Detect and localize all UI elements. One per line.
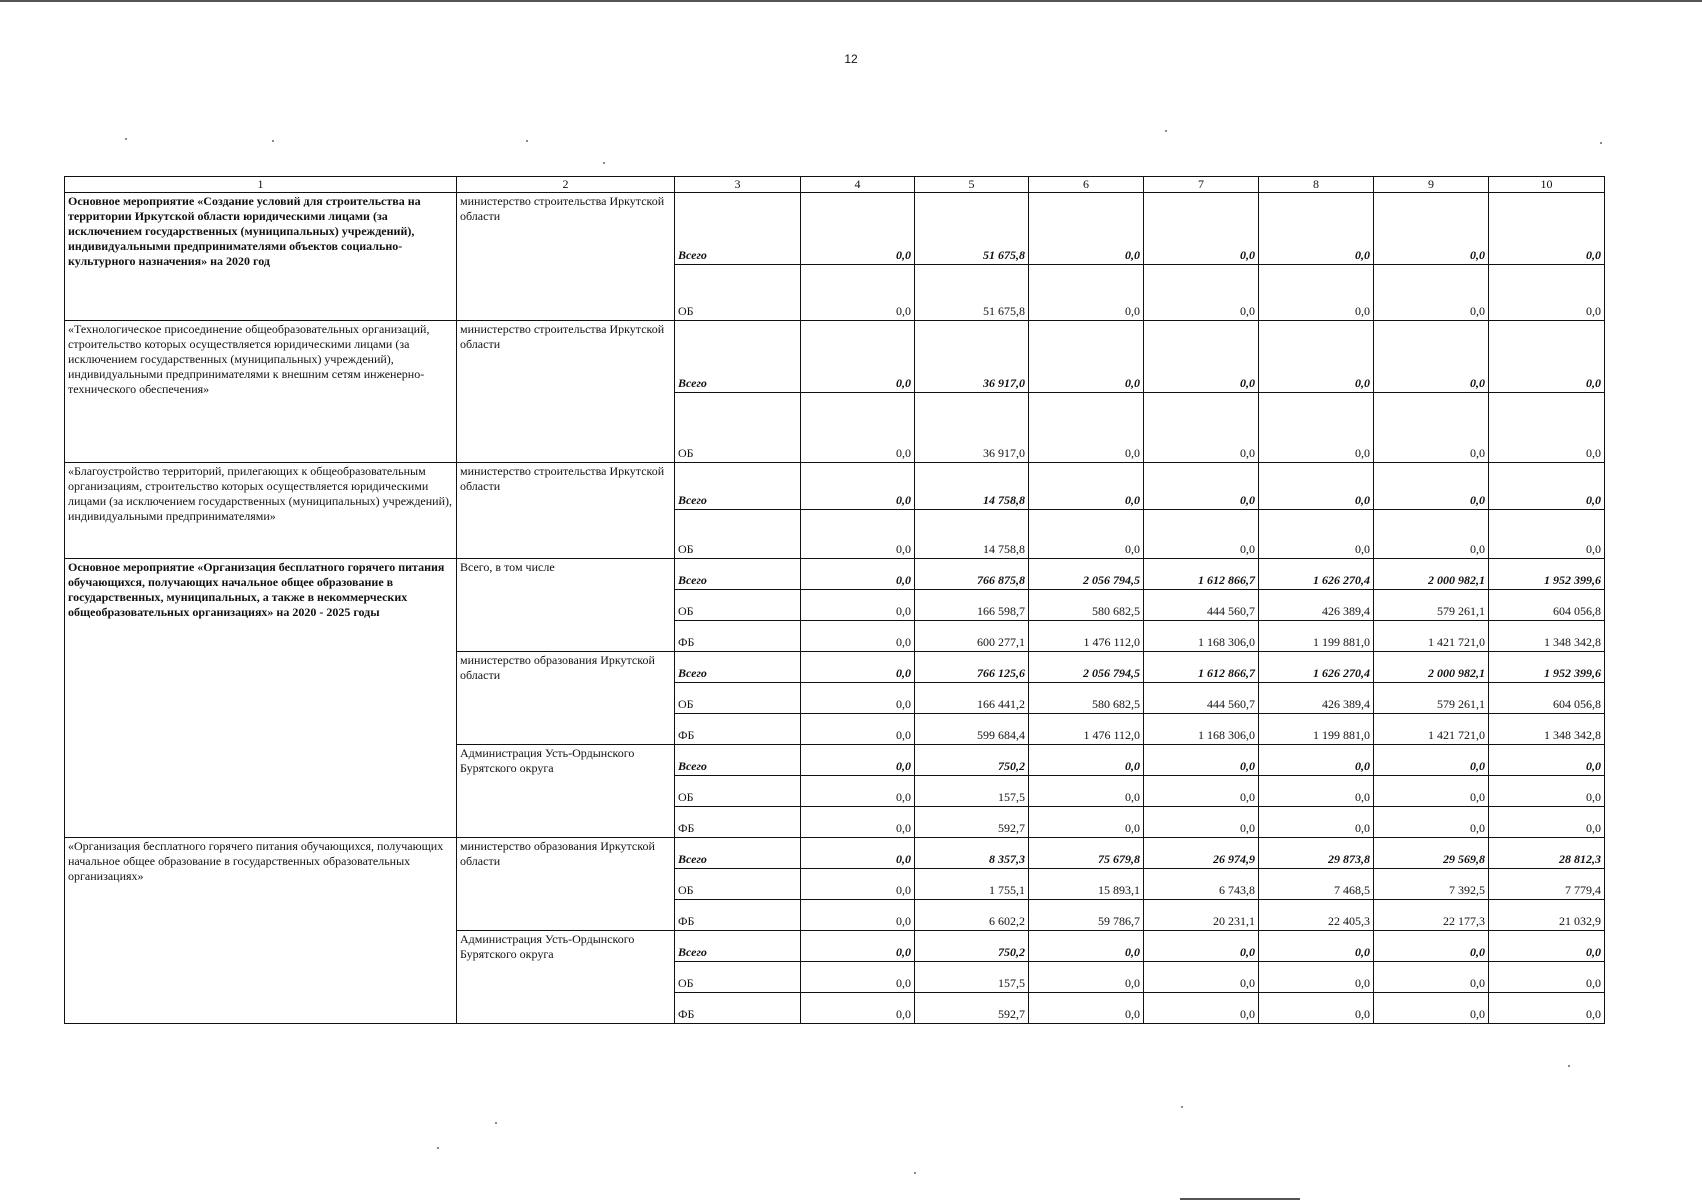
value-cell: 0,0 xyxy=(1374,193,1489,265)
value-cell: 600 277,1 xyxy=(915,621,1029,652)
value-cell: 1 348 342,8 xyxy=(1489,714,1605,745)
value-cell: 0,0 xyxy=(1029,393,1144,463)
value-cell: 0,0 xyxy=(1489,993,1605,1024)
value-cell: 0,0 xyxy=(1144,993,1259,1024)
value-cell: 166 441,2 xyxy=(915,683,1029,714)
value-cell: 1 348 342,8 xyxy=(1489,621,1605,652)
funding-source: ОБ xyxy=(675,393,801,463)
table-row xyxy=(65,193,1605,265)
value-cell: 2 056 794,5 xyxy=(1029,559,1144,590)
value-cell: 0,0 xyxy=(1029,807,1144,838)
scan-speck xyxy=(1600,142,1602,144)
value-cell: 0,0 xyxy=(801,900,915,931)
column-number: 8 xyxy=(1259,177,1374,193)
value-cell: 14 758,8 xyxy=(915,463,1029,510)
value-cell: 0,0 xyxy=(1144,807,1259,838)
value-cell: 766 875,8 xyxy=(915,559,1029,590)
value-cell: 1 421 721,0 xyxy=(1374,714,1489,745)
value-cell: 157,5 xyxy=(915,962,1029,993)
value-cell: 1 421 721,0 xyxy=(1374,621,1489,652)
value-cell: 1 168 306,0 xyxy=(1144,621,1259,652)
column-number-row xyxy=(65,177,1605,193)
value-cell: 2 000 982,1 xyxy=(1374,559,1489,590)
value-cell: 0,0 xyxy=(1029,321,1144,393)
value-cell: 0,0 xyxy=(1259,776,1374,807)
table-row xyxy=(65,838,1605,869)
value-cell: 0,0 xyxy=(1144,193,1259,265)
value-cell: 579 261,1 xyxy=(1374,590,1489,621)
value-cell: 580 682,5 xyxy=(1029,683,1144,714)
value-cell: 166 598,7 xyxy=(915,590,1029,621)
value-cell: 0,0 xyxy=(1259,463,1374,510)
scan-speck xyxy=(603,162,605,164)
column-number: 5 xyxy=(915,177,1029,193)
funding-source: ФБ xyxy=(675,621,801,652)
value-cell: 36 917,0 xyxy=(915,321,1029,393)
value-cell: 6 743,8 xyxy=(1144,869,1259,900)
value-cell: 0,0 xyxy=(1029,510,1144,559)
value-cell: 0,0 xyxy=(801,321,915,393)
value-cell: 0,0 xyxy=(1489,962,1605,993)
value-cell: 750,2 xyxy=(915,931,1029,962)
scan-speck xyxy=(272,140,274,142)
executor-name: министерство образования Иркутской области xyxy=(457,838,675,931)
column-number: 7 xyxy=(1144,177,1259,193)
value-cell: 0,0 xyxy=(1259,321,1374,393)
value-cell: 0,0 xyxy=(801,193,915,265)
scan-speck xyxy=(495,1122,497,1124)
column-number: 3 xyxy=(675,177,801,193)
value-cell: 0,0 xyxy=(1374,807,1489,838)
value-cell: 1 476 112,0 xyxy=(1029,714,1144,745)
value-cell: 0,0 xyxy=(801,714,915,745)
value-cell: 0,0 xyxy=(801,265,915,321)
column-number: 10 xyxy=(1489,177,1605,193)
value-cell: 36 917,0 xyxy=(915,393,1029,463)
value-cell: 0,0 xyxy=(1259,193,1374,265)
value-cell: 0,0 xyxy=(1144,962,1259,993)
value-cell: 0,0 xyxy=(1374,510,1489,559)
funding-source: ОБ xyxy=(675,590,801,621)
executor-name: Администрация Усть-Ордынского Бурятского округа xyxy=(457,931,675,1024)
funding-source: Всего xyxy=(675,838,801,869)
funding-source: ФБ xyxy=(675,993,801,1024)
value-cell: 28 812,3 xyxy=(1489,838,1605,869)
value-cell: 0,0 xyxy=(1259,393,1374,463)
page-number: 12 xyxy=(844,52,858,66)
value-cell: 0,0 xyxy=(1029,745,1144,776)
value-cell: 426 389,4 xyxy=(1259,683,1374,714)
value-cell: 444 560,7 xyxy=(1144,683,1259,714)
value-cell: 0,0 xyxy=(801,962,915,993)
funding-source: Всего xyxy=(675,652,801,683)
value-cell: 0,0 xyxy=(1144,393,1259,463)
value-cell: 0,0 xyxy=(1029,962,1144,993)
table-row xyxy=(65,463,1605,510)
value-cell: 1 199 881,0 xyxy=(1259,621,1374,652)
value-cell: 0,0 xyxy=(801,652,915,683)
value-cell: 0,0 xyxy=(801,683,915,714)
value-cell: 0,0 xyxy=(1374,321,1489,393)
activity-name: «Организация бесплатного горячего питания обучающихся, получающих начальное общее образование в государственных образовательных организациях» xyxy=(65,838,457,1024)
value-cell: 1 626 270,4 xyxy=(1259,559,1374,590)
value-cell: 0,0 xyxy=(1374,993,1489,1024)
value-cell: 29 569,8 xyxy=(1374,838,1489,869)
value-cell: 579 261,1 xyxy=(1374,683,1489,714)
value-cell: 0,0 xyxy=(1259,962,1374,993)
funding-source: ФБ xyxy=(675,714,801,745)
executor-name: министерство строительства Иркутской области xyxy=(457,193,675,321)
value-cell: 6 602,2 xyxy=(915,900,1029,931)
activity-name: «Технологическое присоединение общеобразовательных организаций, строительство которых осуществляется юридическими лицами (за исключением государственных (муниципальных) учреждений), индивидуальными предпринимателями к внешним сетям инженерно-технического обеспечения» xyxy=(65,321,457,463)
activity-name: «Благоустройство территорий, прилегающих к общеобразовательным организациям, строительство которых осуществляется юридическими лицами (за исключением государственных (муниципальных) учреждений), индивидуальными предпринимателями» xyxy=(65,463,457,559)
value-cell: 0,0 xyxy=(1374,265,1489,321)
value-cell: 0,0 xyxy=(1029,463,1144,510)
value-cell: 1 476 112,0 xyxy=(1029,621,1144,652)
value-cell: 0,0 xyxy=(1029,193,1144,265)
value-cell: 7 468,5 xyxy=(1259,869,1374,900)
value-cell: 29 873,8 xyxy=(1259,838,1374,869)
value-cell: 1 755,1 xyxy=(915,869,1029,900)
value-cell: 0,0 xyxy=(1259,510,1374,559)
value-cell: 1 612 866,7 xyxy=(1144,559,1259,590)
scan-speck xyxy=(914,1172,916,1174)
value-cell: 157,5 xyxy=(915,776,1029,807)
value-cell: 0,0 xyxy=(1489,776,1605,807)
executor-name: Администрация Усть-Ордынского Бурятского округа xyxy=(457,745,675,838)
value-cell: 59 786,7 xyxy=(1029,900,1144,931)
funding-source: ОБ xyxy=(675,683,801,714)
value-cell: 51 675,8 xyxy=(915,193,1029,265)
scan-speck xyxy=(1568,1065,1570,1067)
funding-source: Всего xyxy=(675,321,801,393)
funding-source: ФБ xyxy=(675,807,801,838)
value-cell: 0,0 xyxy=(1374,393,1489,463)
value-cell: 51 675,8 xyxy=(915,265,1029,321)
value-cell: 0,0 xyxy=(1029,931,1144,962)
value-cell: 0,0 xyxy=(1144,931,1259,962)
scan-speck xyxy=(125,138,127,140)
value-cell: 0,0 xyxy=(1489,265,1605,321)
value-cell: 0,0 xyxy=(801,510,915,559)
value-cell: 0,0 xyxy=(1489,321,1605,393)
scan-speck xyxy=(1181,1106,1183,1108)
value-cell: 0,0 xyxy=(801,869,915,900)
value-cell: 0,0 xyxy=(1029,265,1144,321)
value-cell: 0,0 xyxy=(1144,745,1259,776)
value-cell: 0,0 xyxy=(801,838,915,869)
value-cell: 0,0 xyxy=(801,559,915,590)
value-cell: 0,0 xyxy=(1259,993,1374,1024)
value-cell: 1 199 881,0 xyxy=(1259,714,1374,745)
value-cell: 1 626 270,4 xyxy=(1259,652,1374,683)
value-cell: 0,0 xyxy=(801,463,915,510)
funding-source: ОБ xyxy=(675,962,801,993)
value-cell: 2 000 982,1 xyxy=(1374,652,1489,683)
value-cell: 750,2 xyxy=(915,745,1029,776)
value-cell: 0,0 xyxy=(1029,993,1144,1024)
value-cell: 8 357,3 xyxy=(915,838,1029,869)
value-cell: 0,0 xyxy=(801,931,915,962)
value-cell: 22 177,3 xyxy=(1374,900,1489,931)
funding-source: Всего xyxy=(675,559,801,590)
value-cell: 1 612 866,7 xyxy=(1144,652,1259,683)
value-cell: 0,0 xyxy=(1374,745,1489,776)
funding-source: Всего xyxy=(675,931,801,962)
column-number: 2 xyxy=(457,177,675,193)
value-cell: 0,0 xyxy=(1259,265,1374,321)
value-cell: 7 779,4 xyxy=(1489,869,1605,900)
value-cell: 444 560,7 xyxy=(1144,590,1259,621)
value-cell: 15 893,1 xyxy=(1029,869,1144,900)
value-cell: 592,7 xyxy=(915,993,1029,1024)
table-row xyxy=(65,559,1605,590)
value-cell: 766 125,6 xyxy=(915,652,1029,683)
funding-source: ФБ xyxy=(675,900,801,931)
funding-source: Всего xyxy=(675,745,801,776)
value-cell: 0,0 xyxy=(801,590,915,621)
value-cell: 1 952 399,6 xyxy=(1489,559,1605,590)
scan-speck xyxy=(526,140,528,142)
value-cell: 0,0 xyxy=(1029,776,1144,807)
value-cell: 604 056,8 xyxy=(1489,683,1605,714)
value-cell: 0,0 xyxy=(1259,931,1374,962)
value-cell: 0,0 xyxy=(1144,463,1259,510)
value-cell: 7 392,5 xyxy=(1374,869,1489,900)
value-cell: 580 682,5 xyxy=(1029,590,1144,621)
executor-name: министерство строительства Иркутской области xyxy=(457,463,675,559)
value-cell: 0,0 xyxy=(1374,962,1489,993)
value-cell: 20 231,1 xyxy=(1144,900,1259,931)
column-number: 6 xyxy=(1029,177,1144,193)
value-cell: 26 974,9 xyxy=(1144,838,1259,869)
value-cell: 0,0 xyxy=(1259,807,1374,838)
value-cell: 0,0 xyxy=(1489,393,1605,463)
activity-name: Основное мероприятие «Организация бесплатного горячего питания обучающихся, получающих начальное общее образование в государственных, муниципальных, а также в некоммерческих общеобразовательных организациях» на 2020 - 2025 годы xyxy=(65,559,457,838)
value-cell: 0,0 xyxy=(1144,510,1259,559)
value-cell: 0,0 xyxy=(1489,931,1605,962)
value-cell: 0,0 xyxy=(801,745,915,776)
funding-source: ОБ xyxy=(675,265,801,321)
scan-speck xyxy=(437,1147,439,1149)
column-number: 4 xyxy=(801,177,915,193)
executor-name: министерство строительства Иркутской области xyxy=(457,321,675,463)
value-cell: 0,0 xyxy=(1144,265,1259,321)
column-number: 1 xyxy=(65,177,457,193)
value-cell: 1 168 306,0 xyxy=(1144,714,1259,745)
value-cell: 0,0 xyxy=(1259,745,1374,776)
value-cell: 0,0 xyxy=(801,621,915,652)
value-cell: 426 389,4 xyxy=(1259,590,1374,621)
executor-name: Всего, в том числе xyxy=(457,559,675,652)
executor-name: министерство образования Иркутской области xyxy=(457,652,675,745)
value-cell: 0,0 xyxy=(1374,776,1489,807)
column-number: 9 xyxy=(1374,177,1489,193)
value-cell: 0,0 xyxy=(1489,807,1605,838)
funding-source: ОБ xyxy=(675,869,801,900)
value-cell: 599 684,4 xyxy=(915,714,1029,745)
funding-source: Всего xyxy=(675,463,801,510)
value-cell: 0,0 xyxy=(1144,321,1259,393)
value-cell: 0,0 xyxy=(801,393,915,463)
value-cell: 592,7 xyxy=(915,807,1029,838)
budget-table xyxy=(64,176,1605,1024)
value-cell: 0,0 xyxy=(1489,193,1605,265)
value-cell: 14 758,8 xyxy=(915,510,1029,559)
value-cell: 0,0 xyxy=(1489,745,1605,776)
value-cell: 1 952 399,6 xyxy=(1489,652,1605,683)
activity-name: Основное мероприятие «Создание условий для строительства на территории Иркутской области юридическими лицами (за исключением государственных (муниципальных) учреждений), индивидуальными предпринимателями объектов социально-культурного назначения» на 2020 год xyxy=(65,193,457,321)
value-cell: 0,0 xyxy=(801,776,915,807)
value-cell: 0,0 xyxy=(1489,463,1605,510)
value-cell: 2 056 794,5 xyxy=(1029,652,1144,683)
scan-speck xyxy=(1165,130,1167,132)
funding-source: ОБ xyxy=(675,510,801,559)
table-row xyxy=(65,321,1605,393)
value-cell: 0,0 xyxy=(801,993,915,1024)
value-cell: 0,0 xyxy=(801,807,915,838)
value-cell: 0,0 xyxy=(1489,510,1605,559)
funding-source: ОБ xyxy=(675,776,801,807)
value-cell: 22 405,3 xyxy=(1259,900,1374,931)
scan-artifact-line xyxy=(0,0,1702,2)
value-cell: 0,0 xyxy=(1144,776,1259,807)
funding-source: Всего xyxy=(675,193,801,265)
value-cell: 21 032,9 xyxy=(1489,900,1605,931)
value-cell: 604 056,8 xyxy=(1489,590,1605,621)
value-cell: 0,0 xyxy=(1374,931,1489,962)
value-cell: 0,0 xyxy=(1374,463,1489,510)
value-cell: 75 679,8 xyxy=(1029,838,1144,869)
